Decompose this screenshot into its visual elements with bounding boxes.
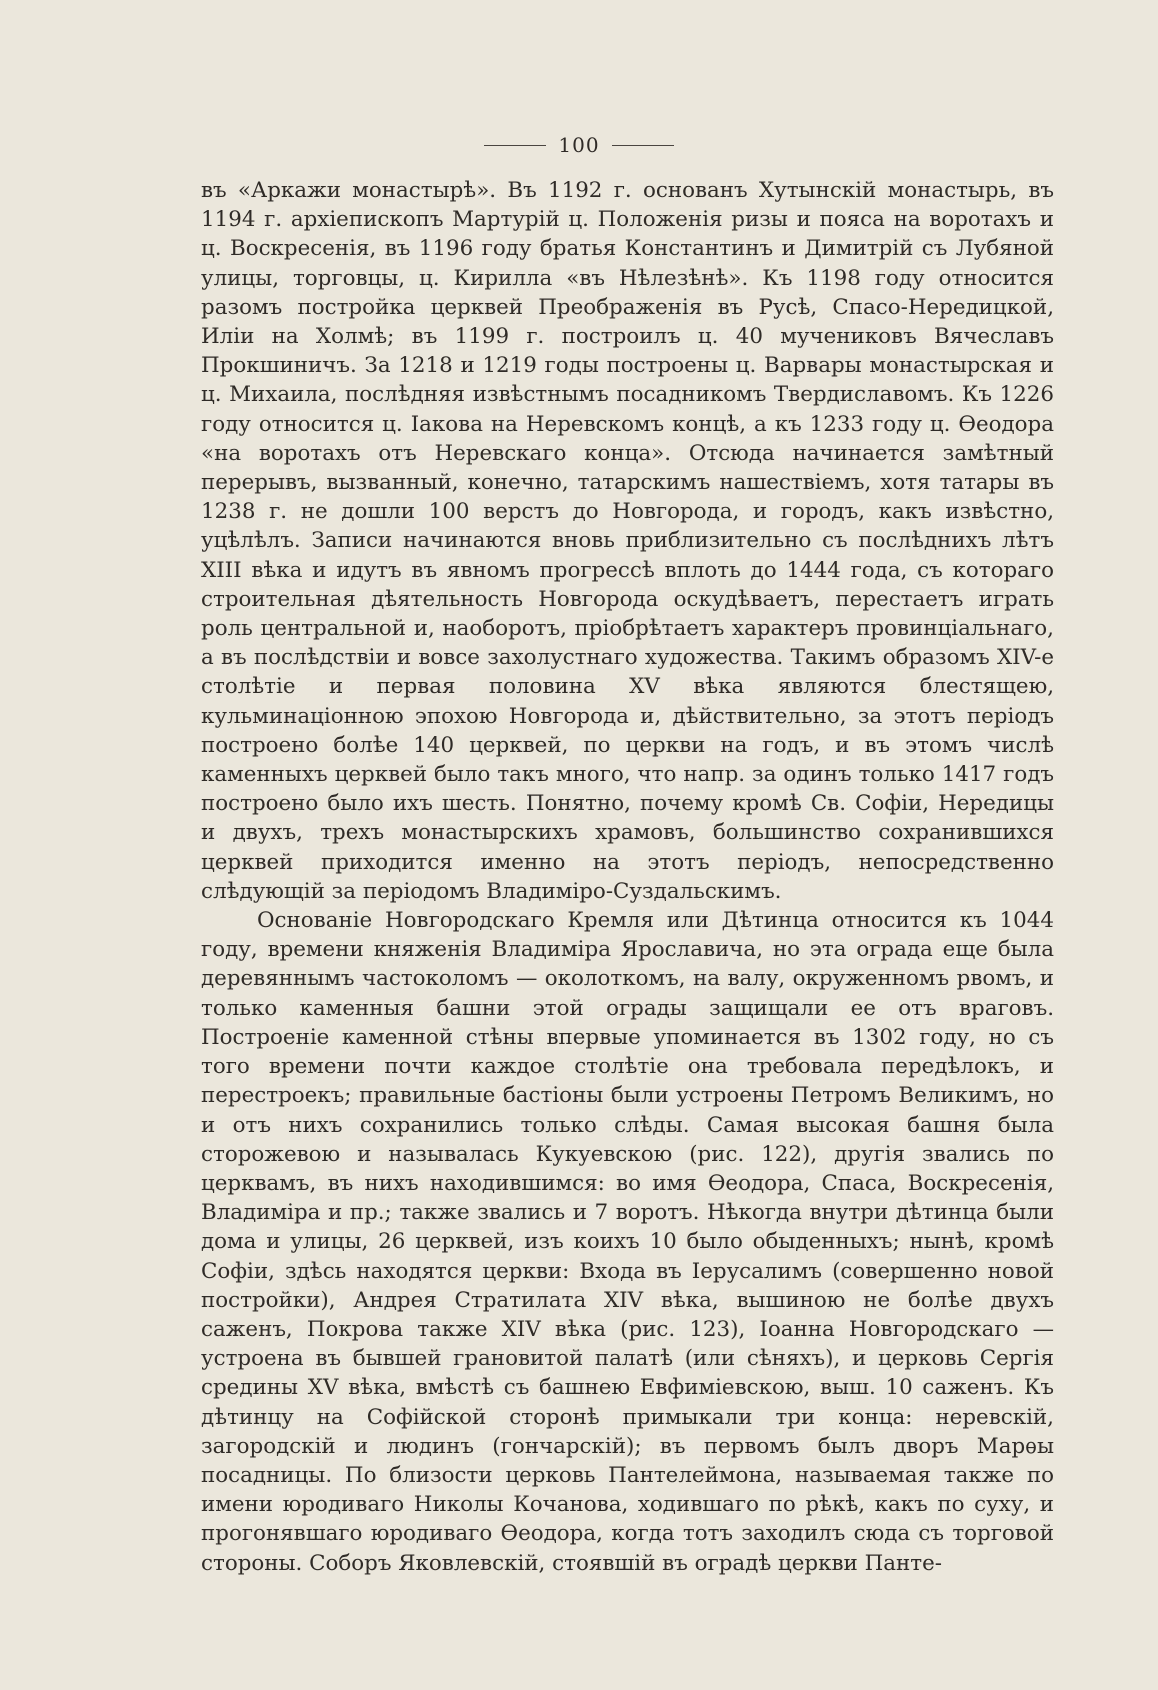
body-text (201, 176, 1054, 1578)
page-number: 100 (558, 133, 600, 157)
left-rule (484, 145, 546, 146)
right-rule (612, 145, 674, 146)
paragraph-1: въ «Аркажи монастырѣ». Въ 1192 г. основанъ Хутынскій монастырь, въ 1194 г. архіепископъ Мартурій ц. Положенія ризы и пояса на воротахъ и ц. Воскресенія, въ 1196 году братья Константинъ и Димитрій съ Лубяной улицы, торговцы, ц. Кирилла «въ Нѣлезѣнѣ». Къ 1198 году относится разомъ постройка церквей Преображенія въ Русѣ, Спасо-Нередицкой, Иліи на Холмѣ; въ 1199 г. построилъ ц. 40 мучениковъ Вячеславъ Прокшиничъ. За 1218 и 1219 годы построены ц. Варвары монастырская и ц. Михаила, послѣдняя извѣстнымъ посадникомъ Твердиславомъ. Къ 1226 году относится ц. Іакова на Неревскомъ концѣ, а къ 1233 году ц. Ѳеодора «на воротахъ отъ Неревскаго конца». Отсюда начинается замѣтный перерывъ, вызванный, конечно, татарскимъ нашествіемъ, хотя татары въ 1238 г. не дошли 100 верстъ до Новгорода, и городъ, какъ извѣстно, уцѣлѣлъ. Записи начинаются вновь приблизительно съ послѣднихъ лѣтъ XIII вѣка и идутъ въ явномъ прогрессѣ вплоть до 1444 года, съ котораго строительная дѣятельность Новгорода оскудѣваетъ, перестаетъ играть роль центральной и, наоборотъ, пріобрѣтаетъ характеръ провинціальнаго, а въ послѣдствіи и вовсе захолустнаго художества. Такимъ образомъ XIV-е столѣтіе и первая половина XV вѣка являются блестящею, кульминаціонною эпохою Новгорода и, дѣйствительно, за этотъ періодъ построено болѣе 140 церквей, по церкви на годъ, и въ этомъ числѣ каменныхъ церквей было такъ много, что напр. за одинъ только 1417 годъ построено было ихъ шесть. Понятно, почему кромѣ Св. Софіи, Нередицы и двухъ, трехъ монастырскихъ храмовъ, большинство сохранившихся церквей приходится именно на этотъ періодъ, непосредственно слѣдующій за періодомъ Владиміро-Суздальскимъ. (201, 178, 1054, 904)
paragraph-2: Основаніе Новгородскаго Кремля или Дѣтинца относится къ 1044 году, времени княженія Владиміра Ярославича, но эта ограда еще была деревяннымъ частоколомъ — околоткомъ, на валу, окруженномъ рвомъ, и только каменныя башни этой ограды защищали ее отъ враговъ. Построеніе каменной стѣны впервые упоминается въ 1302 году, но съ того времени почти каждое столѣтіе она требовала передѣлокъ, и перестроекъ; правильные бастіоны были устроены Петромъ Великимъ, но и отъ нихъ сохранились только слѣды. Самая высокая башня была сторожевою и называлась Кукуевскою (рис. 122), другія звались по церквамъ, въ нихъ находившимся: во имя Ѳеодора, Спаса, Воскресенія, Владиміра и пр.; также звались и 7 воротъ. Нѣкогда внутри дѣтинца были дома и улицы, 26 церквей, изъ коихъ 10 было обыденныхъ; нынѣ, кромѣ Софіи, здѣсь находятся церкви: Входа въ Іерусалимъ (совершенно новой постройки), Андрея Стратилата XIV вѣка, вышиною не болѣе двухъ саженъ, Покрова также XIV вѣка (рис. 123), Іоанна Новгородскаго — устроена въ бывшей грановитой палатѣ (или сѣняхъ), и церковь Сергія средины XV вѣка, вмѣстѣ съ башнею Евфиміевскою, выш. 10 саженъ. Къ дѣтинцу на Софійской сторонѣ примыкали три конца: неревскій, загородскій и людинъ (гончарскій); въ первомъ былъ дворъ Марѳы посадницы. По близости церковь Пантелеймона, называемая также по имени юродиваго Николы Кочанова, ходившаго по рѣкѣ, какъ по суху, и прогонявшаго юродиваго Ѳеодора, когда тотъ заходилъ сюда съ торговой стороны. Соборъ Яковлевскій, стоявшій въ оградѣ церкви Панте- (201, 908, 1054, 1576)
page-header (0, 133, 1158, 157)
